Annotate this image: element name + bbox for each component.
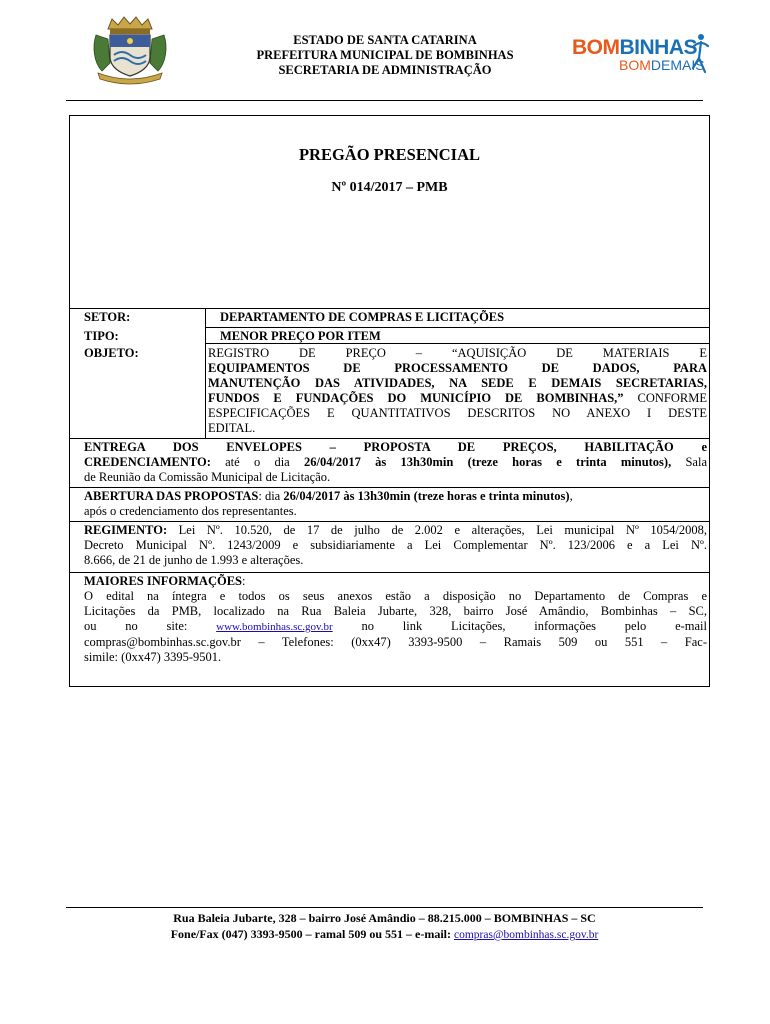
objeto-line xyxy=(208,376,707,391)
objeto-line xyxy=(208,391,707,406)
header-title-block xyxy=(205,33,565,78)
setor-value: DEPARTAMENTO DE COMPRAS E LICITAÇÕES xyxy=(220,310,505,324)
process-number: Nº 014/2017 – PMB xyxy=(331,180,448,195)
info-line: compras@bombinhas.sc.gov.br – Telefones: (0xx47) 3393-9500 – Ramais 509 ou 551 – Fac- xyxy=(84,635,707,649)
objeto-line xyxy=(208,406,707,421)
logo-figure-icon xyxy=(690,32,712,76)
footer-email-link[interactable]: compras@bombinhas.sc.gov.br xyxy=(453,929,599,941)
info-text: no link Licitações, informações pelo e-mail xyxy=(361,619,708,633)
footer-divider xyxy=(66,907,703,908)
abertura-line xyxy=(84,489,707,504)
info-label: MAIORES INFORMAÇÕES xyxy=(84,574,242,588)
objeto-line-text: EQUIPAMENTOS DE PROCESSAMENTO DE DADOS, PARA xyxy=(208,361,707,375)
tipo-value: MENOR PREÇO POR ITEM xyxy=(220,329,381,343)
regimento-line: 8.666, de 21 de junho de 1.993 e alterações. xyxy=(84,553,304,567)
info-line xyxy=(84,619,707,635)
objeto-line-text: ESPECIFICAÇÕES E QUANTITATIVOS DESCRITOS NO ANEXO I DESTE xyxy=(208,406,707,420)
info-colon: : xyxy=(242,574,246,588)
header-state: ESTADO DE SANTA CATARINA xyxy=(293,33,477,47)
logo-text-binhas: BINHAS xyxy=(619,36,698,59)
header-divider xyxy=(66,100,703,101)
objeto-label: OBJETO: xyxy=(84,346,139,360)
logo-text-bom-small: BOM xyxy=(619,57,651,73)
abertura-text: : dia xyxy=(258,489,284,503)
entrega-text: até o dia xyxy=(210,455,304,469)
abertura-text: , xyxy=(569,489,573,503)
footer-address: Rua Baleia Jubarte, 328 – bairro José Amândio – 88.215.000 – BOMBINHAS – SC xyxy=(173,911,596,925)
entrega-date: 26/04/2017 às 13h30min (treze horas e trinta minutos), xyxy=(303,455,672,469)
entrega-line: de Reunião da Comissão Municipal de Licitação. xyxy=(84,470,331,484)
section-divider xyxy=(69,521,710,522)
info-line: O edital na íntegra e todos os seus anexos estão a disposição no Departamento de Compras e xyxy=(84,589,707,603)
section-divider xyxy=(69,572,710,573)
info-heading xyxy=(84,574,707,589)
abertura-line: após o credenciamento dos representantes. xyxy=(84,504,297,518)
objeto-line xyxy=(208,361,707,376)
tipo-label: TIPO: xyxy=(84,329,119,343)
header-prefecture: PREFEITURA MUNICIPAL DE BOMBINHAS xyxy=(256,48,514,62)
objeto-line-text: FUNDOS E FUNDAÇÕES DO MUNICÍPIO DE BOMBINHAS,” xyxy=(208,391,624,405)
page-title: PREGÃO PRESENCIAL xyxy=(298,145,481,164)
regimento-label: REGIMENTO: xyxy=(84,523,168,537)
entrega-line xyxy=(84,455,707,470)
entrega-section xyxy=(84,440,707,485)
objeto-line-text: MANUTENÇÃO DAS ATIVIDADES, NA SEDE E DEMAIS SECRETARIAS, xyxy=(208,376,707,390)
regimento-section xyxy=(84,523,707,568)
abertura-section xyxy=(84,489,707,519)
entrega-text: Sala xyxy=(671,455,707,469)
header-secretariat: SECRETARIA DE ADMINISTRAÇÃO xyxy=(278,63,492,77)
objeto-line xyxy=(208,421,707,436)
info-text: ou no site: xyxy=(84,619,188,633)
coat-of-arms-logo xyxy=(90,15,170,85)
abertura-date: 26/04/2017 às 13h30min (treze horas e trinta minutos) xyxy=(283,489,570,503)
objeto-line xyxy=(208,346,707,361)
objeto-line-text: REGISTRO DE PREÇO – “AQUISIÇÃO DE MATERIAIS E xyxy=(208,346,707,360)
website-link[interactable]: www.bombinhas.sc.gov.br xyxy=(216,621,333,633)
objeto-line-text: CONFORME xyxy=(623,391,707,405)
entrega-line: ENTREGA DOS ENVELOPES – PROPOSTA DE PREÇOS, HABILITAÇÃO e xyxy=(84,440,707,454)
section-divider xyxy=(69,487,710,488)
entrega-label: CREDENCIAMENTO: xyxy=(84,455,211,469)
setor-label: SETOR: xyxy=(84,310,131,324)
info-line: Licitações da PMB, localizado na Rua Baleia Jubarte, 328, bairro José Amândio, Bombinhas – SC, xyxy=(84,604,707,618)
info-line: simile: (0xx47) 3395-9501. xyxy=(84,650,222,664)
regimento-text: Lei Nº. 10.520, de 17 de julho de 2.002 e alterações, Lei municipal Nº 1054/2008, xyxy=(167,523,707,537)
regimento-line: Decreto Municipal Nº. 1243/2009 e subsidiariamente a Lei Complementar Nº. 123/2006 e a Lei Nº. xyxy=(84,538,707,552)
logo-text-demais: DEMAIS xyxy=(650,57,705,73)
abertura-label: ABERTURA DAS PROPOSTAS xyxy=(84,489,259,503)
bombinhas-logo xyxy=(572,38,712,80)
footer-contact xyxy=(66,927,703,943)
info-section xyxy=(84,574,707,665)
objeto-line-text: EDITAL. xyxy=(208,421,256,435)
table-bottom-border xyxy=(69,438,710,439)
logo-text-bom: BOM xyxy=(572,36,620,59)
footer-contact-text: Fone/Fax (047) 3393-9500 – ramal 509 ou 551 – e-mail: xyxy=(170,927,454,941)
objeto-value xyxy=(208,346,707,436)
regimento-line xyxy=(84,523,707,538)
